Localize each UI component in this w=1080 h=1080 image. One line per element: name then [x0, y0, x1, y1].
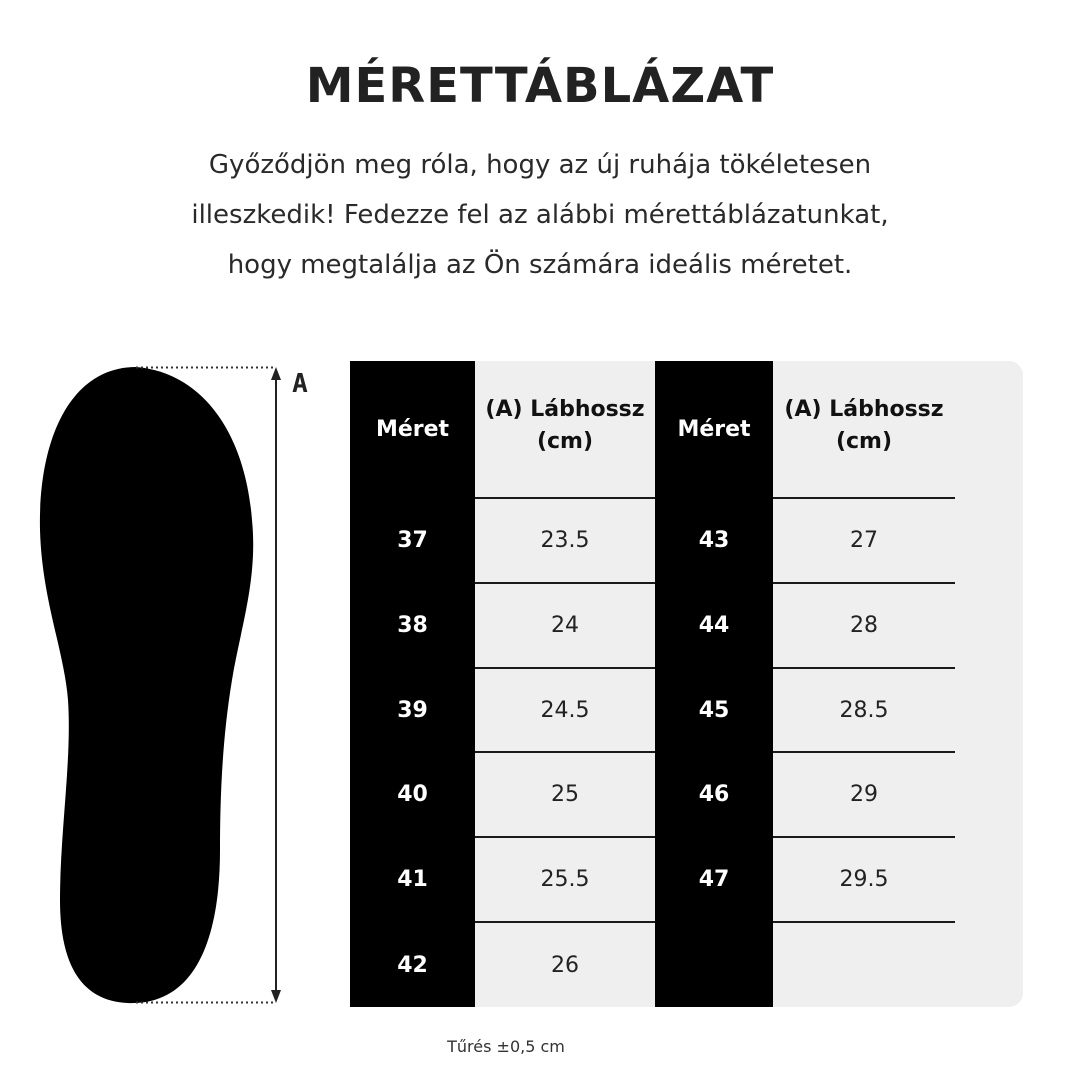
size-cell: 38: [397, 613, 428, 638]
header-length-left-line1: (A) Lábhossz: [485, 397, 645, 422]
length-cell: 28: [850, 613, 878, 638]
header-length-left-line2: (cm): [536, 429, 594, 454]
header-size-left: Méret: [375, 417, 450, 442]
size-cell: 44: [698, 613, 730, 638]
intro-text: [130, 140, 950, 290]
length-cell: 24.5: [540, 697, 590, 723]
size-cell: 47: [698, 867, 730, 892]
intro-line-3: hogy megtalálja az Ön számára ideális méretet.: [227, 250, 853, 280]
length-cell: 25.5: [540, 867, 590, 892]
size-cell: 41: [397, 867, 428, 892]
row-divider: [773, 921, 955, 923]
arrow-down-icon: [271, 990, 281, 1003]
length-cell: 24: [551, 613, 579, 638]
size-cell: 46: [698, 782, 730, 807]
tolerance-note: Tűrés ±0,5 cm: [447, 1037, 565, 1056]
length-cell: 23.5: [540, 528, 590, 553]
header-length-left: [475, 386, 655, 466]
size-cell: 39: [397, 697, 428, 723]
arrow-up-icon: [271, 367, 281, 380]
size-cell: 43: [698, 528, 730, 553]
header-length-right-line1: (A) Lábhossz: [784, 397, 944, 422]
length-cell: 28.5: [839, 697, 889, 723]
intro-line-1: Győződjön meg róla, hogy az új ruhája tökéletesen: [208, 150, 872, 180]
size-cell: 37: [397, 528, 428, 553]
length-cell: 25: [551, 782, 579, 807]
dimension-label: A: [292, 369, 308, 399]
page-title: MÉRETTÁBLÁZAT: [305, 58, 775, 114]
header-length-right: [773, 386, 955, 466]
foot-insole-icon: [40, 367, 253, 1003]
foot-length-diagram: [0, 355, 330, 1015]
intro-line-2: illeszkedik! Fedezze fel az alábbi mérettáblázatunkat,: [191, 200, 889, 230]
length-cell: 27: [850, 528, 878, 553]
length-cell: 29.5: [839, 867, 889, 892]
length-cell: 26: [551, 952, 579, 978]
size-cell: 42: [397, 952, 428, 978]
size-cell: 45: [698, 697, 730, 723]
header-size-right: Méret: [677, 417, 751, 442]
size-cell: 40: [397, 782, 428, 807]
header-length-right-line2: (cm): [835, 429, 893, 454]
length-cell: 29: [850, 782, 878, 807]
